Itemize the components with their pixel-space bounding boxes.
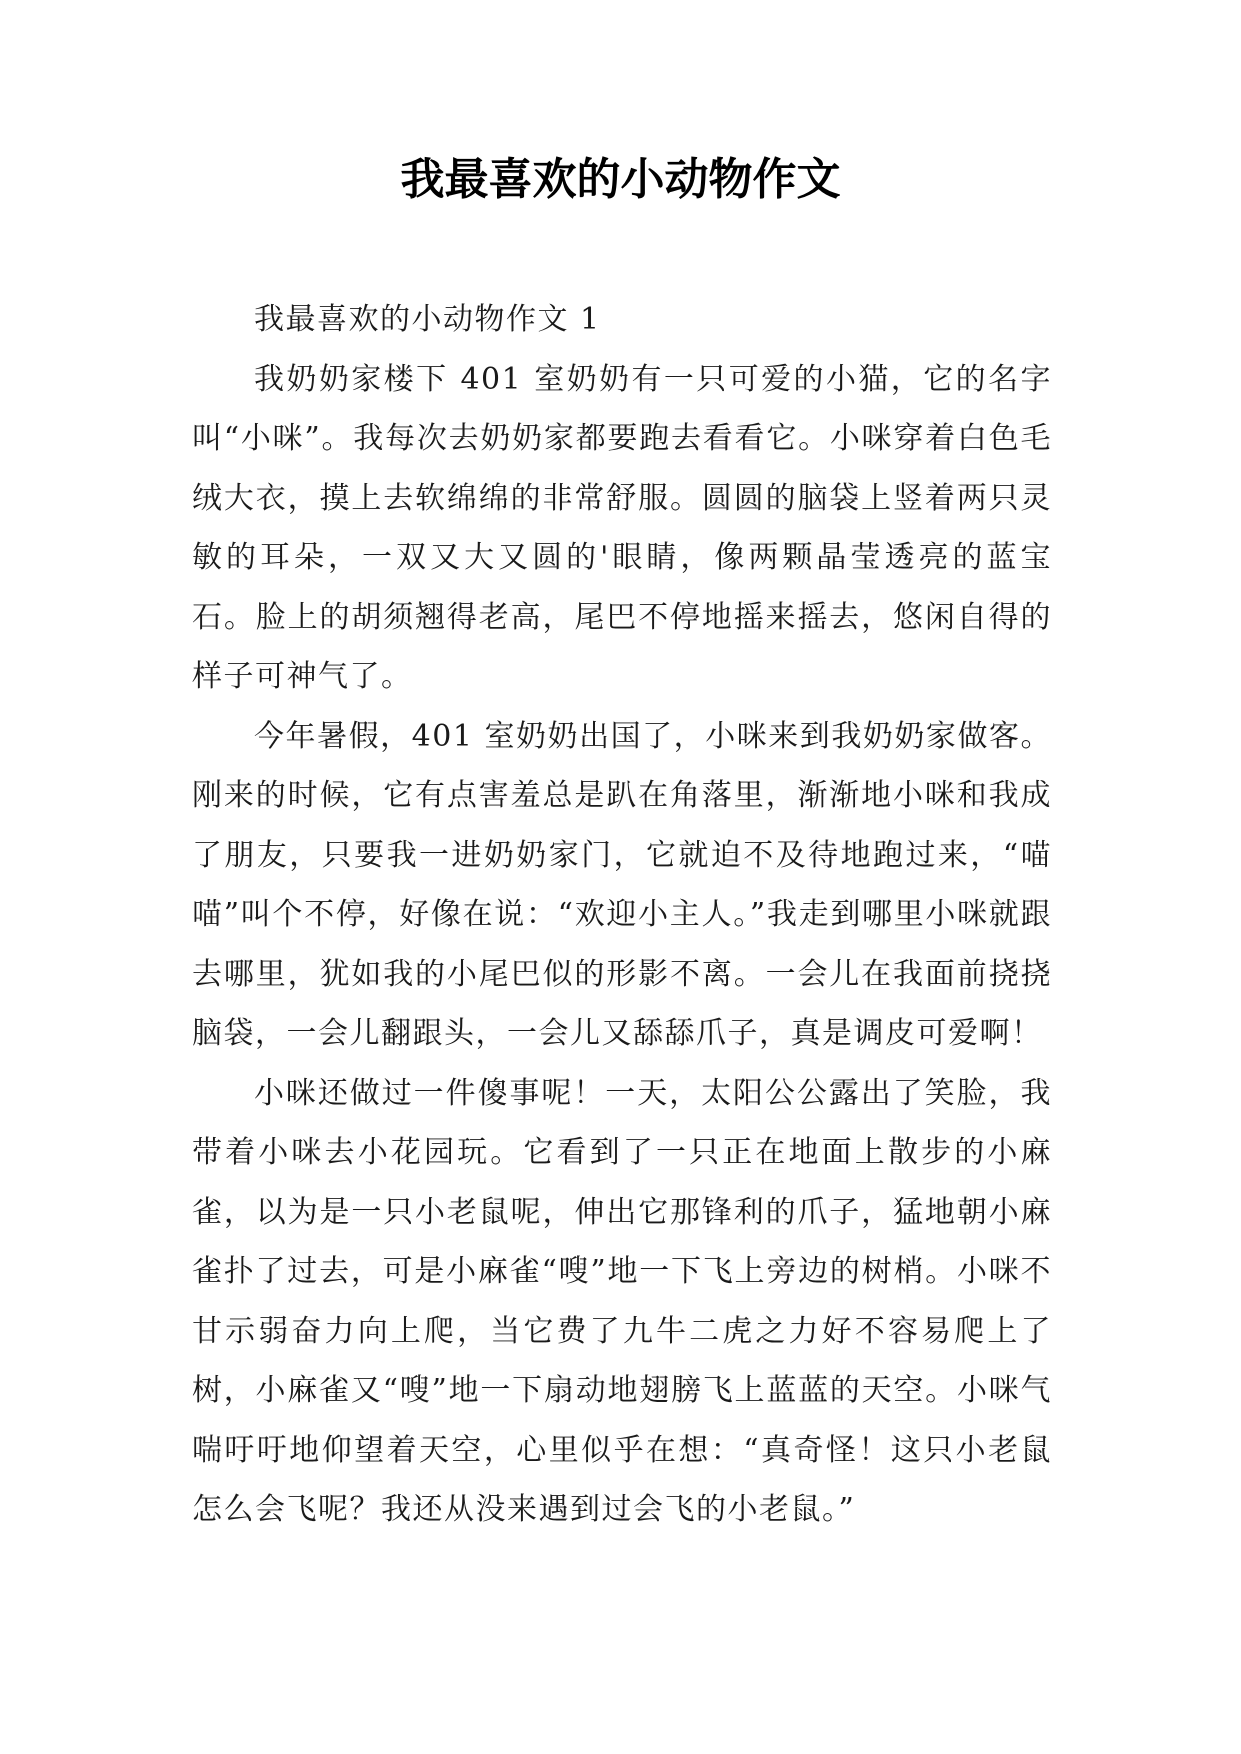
document-body [192,290,1052,1540]
document-title: 我最喜欢的小动物作文 [400,154,841,205]
paragraph: 今年暑假，401 室奶奶出国了，小咪来到我奶奶家做客。刚来的时候，它有点害羞总是趴在角落里，渐渐地小咪和我成了朋友，只要我一进奶奶家门，它就迫不及待地跑过来，“喵喵”叫个不停，好像在说：“欢迎小主人。”我走到哪里小咪就跟去哪里，犹如我的小尾巴似的形影不离。一会儿在我面前挠挠脑袋，一会儿翻跟头，一会儿又舔舔爪子，真是调皮可爱啊！ [192,718,1052,1051]
paragraph: 小咪还做过一件傻事呢！一天，太阳公公露出了笑脸，我带着小咪去小花园玩。它看到了一只正在地面上散步的小麻雀，以为是一只小老鼠呢，伸出它那锋利的爪子，猛地朝小麻雀扑了过去，可是小麻雀“嗖”地一下飞上旁边的树梢。小咪不甘示弱奋力向上爬，当它费了九牛二虎之力好不容易爬上了树，小麻雀又“嗖”地一下扇动地翅膀飞上蓝蓝的天空。小咪气喘吁吁地仰望着天空，心里似乎在想：“真奇怪！这只小老鼠怎么会飞呢？我还从没来遇到过会飞的小老鼠。” [192,1075,1052,1527]
paragraph: 我奶奶家楼下 401 室奶奶有一只可爱的小猫，它的名字叫“小咪”。我每次去奶奶家都要跑去看看它。小咪穿着白色毛绒大衣，摸上去软绵绵的非常舒服。圆圆的脑袋上竖着两只灵敏的耳朵，一双又大又圆的'眼睛，像两颗晶莹透亮的蓝宝石。脸上的胡须翘得老高，尾巴不停地摇来摇去，悠闲自得的样子可神气了。 [192,361,1052,694]
paragraph-heading: 我最喜欢的小动物作文 1 [254,302,601,337]
